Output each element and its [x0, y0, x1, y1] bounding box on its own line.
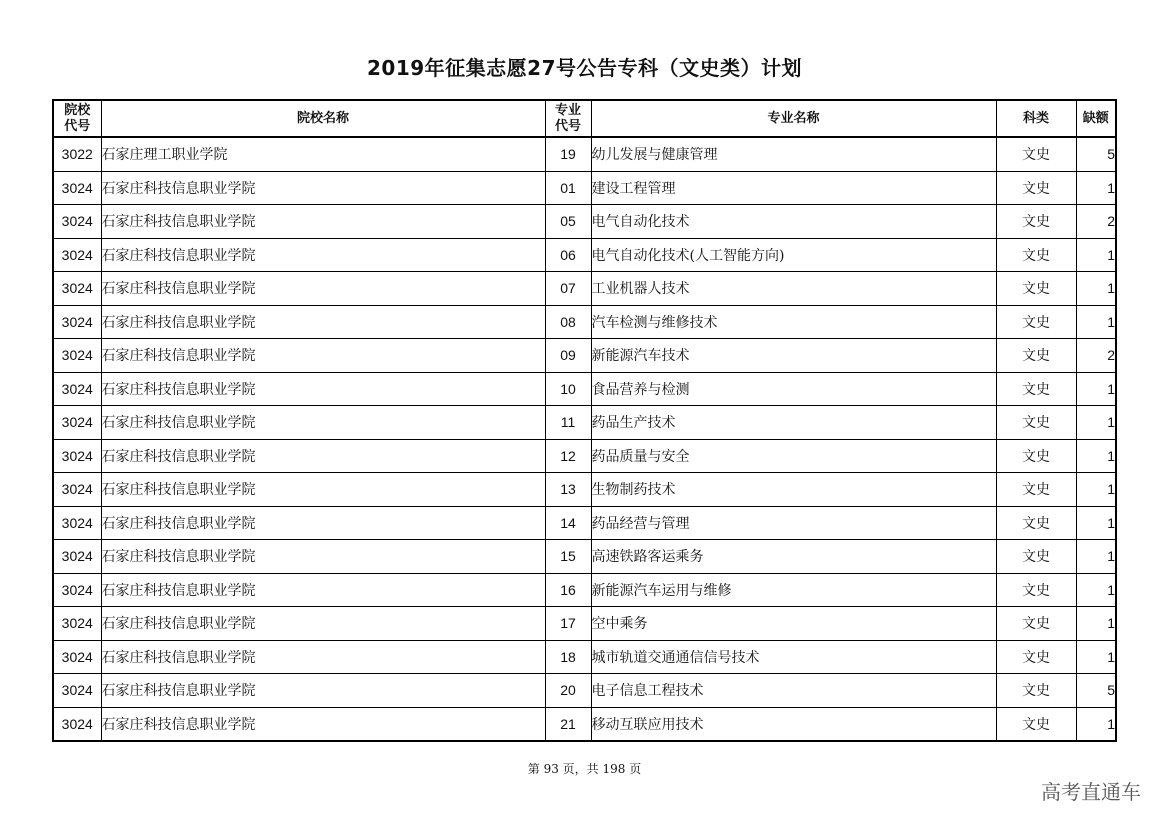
header-vacancy: 缺额 [1076, 100, 1116, 137]
cell-school-code: 3024 [53, 272, 101, 306]
cell-category: 文史 [996, 406, 1076, 440]
cell-school-name: 石家庄理工职业学院 [101, 137, 545, 171]
cell-school-name: 石家庄科技信息职业学院 [101, 473, 545, 507]
cell-school-name: 石家庄科技信息职业学院 [101, 707, 545, 741]
header-row [53, 100, 1116, 137]
table-row [53, 205, 1116, 239]
table-row [53, 339, 1116, 373]
cell-category: 文史 [996, 674, 1076, 708]
page-footer: 第 93 页，共 198 页 [527, 762, 642, 776]
cell-category: 文史 [996, 573, 1076, 607]
cell-major-code: 06 [545, 238, 591, 272]
cell-school-code: 3024 [53, 406, 101, 440]
cell-vacancy: 1 [1076, 607, 1116, 641]
cell-school-name: 石家庄科技信息职业学院 [101, 674, 545, 708]
table-row [53, 439, 1116, 473]
cell-major-name: 幼儿发展与健康管理 [591, 137, 996, 171]
cell-school-code: 3024 [53, 372, 101, 406]
cell-school-name: 石家庄科技信息职业学院 [101, 540, 545, 574]
cell-category: 文史 [996, 205, 1076, 239]
cell-vacancy: 1 [1076, 506, 1116, 540]
cell-school-name: 石家庄科技信息职业学院 [101, 272, 545, 306]
table-row [53, 137, 1116, 171]
table-row [53, 607, 1116, 641]
header-major-code-line1: 专业 [554, 102, 581, 118]
cell-category: 文史 [996, 238, 1076, 272]
cell-major-name: 药品质量与安全 [591, 439, 996, 473]
cell-school-code: 3024 [53, 707, 101, 741]
table-row [53, 272, 1116, 306]
cell-major-code: 16 [545, 573, 591, 607]
cell-category: 文史 [996, 272, 1076, 306]
cell-major-code: 11 [545, 406, 591, 440]
cell-vacancy: 1 [1076, 540, 1116, 574]
cell-major-name: 药品生产技术 [591, 406, 996, 440]
table-row [53, 406, 1116, 440]
cell-school-code: 3024 [53, 573, 101, 607]
page-title: 2019年征集志愿27号公告专科（文史类）计划 [367, 56, 802, 80]
cell-vacancy: 1 [1076, 305, 1116, 339]
cell-major-code: 18 [545, 640, 591, 674]
cell-major-code: 14 [545, 506, 591, 540]
header-major-code-line2: 代号 [554, 118, 581, 134]
cell-school-name: 石家庄科技信息职业学院 [101, 238, 545, 272]
cell-vacancy: 5 [1076, 674, 1116, 708]
cell-category: 文史 [996, 540, 1076, 574]
cell-major-code: 20 [545, 674, 591, 708]
header-major-code [545, 100, 591, 137]
cell-school-code: 3024 [53, 506, 101, 540]
cell-major-code: 10 [545, 372, 591, 406]
cell-category: 文史 [996, 439, 1076, 473]
table-row [53, 707, 1116, 741]
cell-vacancy: 1 [1076, 372, 1116, 406]
cell-major-name: 生物制药技术 [591, 473, 996, 507]
cell-school-name: 石家庄科技信息职业学院 [101, 439, 545, 473]
table-body [53, 137, 1116, 741]
cell-category: 文史 [996, 372, 1076, 406]
cell-major-name: 汽车检测与维修技术 [591, 305, 996, 339]
cell-major-name: 建设工程管理 [591, 171, 996, 205]
table-row [53, 506, 1116, 540]
table-row [53, 305, 1116, 339]
cell-school-name: 石家庄科技信息职业学院 [101, 506, 545, 540]
cell-major-code: 21 [545, 707, 591, 741]
header-major-name: 专业名称 [591, 100, 996, 137]
table-row [53, 171, 1116, 205]
cell-vacancy: 1 [1076, 640, 1116, 674]
cell-school-code: 3024 [53, 238, 101, 272]
table-row [53, 473, 1116, 507]
cell-category: 文史 [996, 137, 1076, 171]
watermark-logo-text: 高考直通车 [1041, 780, 1141, 804]
cell-major-name: 新能源汽车技术 [591, 339, 996, 373]
cell-vacancy: 2 [1076, 205, 1116, 239]
cell-school-code: 3024 [53, 540, 101, 574]
cell-school-code: 3024 [53, 205, 101, 239]
cell-school-code: 3024 [53, 339, 101, 373]
cell-category: 文史 [996, 171, 1076, 205]
cell-major-name: 新能源汽车运用与维修 [591, 573, 996, 607]
cell-category: 文史 [996, 707, 1076, 741]
cell-school-name: 石家庄科技信息职业学院 [101, 171, 545, 205]
cell-major-name: 高速铁路客运乘务 [591, 540, 996, 574]
cell-school-code: 3024 [53, 439, 101, 473]
cell-school-code: 3022 [53, 137, 101, 171]
cell-major-name: 电子信息工程技术 [591, 674, 996, 708]
cell-school-name: 石家庄科技信息职业学院 [101, 205, 545, 239]
cell-category: 文史 [996, 506, 1076, 540]
cell-major-code: 19 [545, 137, 591, 171]
cell-major-name: 移动互联应用技术 [591, 707, 996, 741]
cell-major-name: 药品经营与管理 [591, 506, 996, 540]
cell-vacancy: 1 [1076, 707, 1116, 741]
header-school-code-line2: 代号 [64, 118, 91, 134]
cell-vacancy: 1 [1076, 171, 1116, 205]
cell-major-name: 工业机器人技术 [591, 272, 996, 306]
cell-major-code: 07 [545, 272, 591, 306]
cell-school-name: 石家庄科技信息职业学院 [101, 406, 545, 440]
cell-major-code: 05 [545, 205, 591, 239]
cell-school-name: 石家庄科技信息职业学院 [101, 607, 545, 641]
cell-major-code: 17 [545, 607, 591, 641]
cell-vacancy: 1 [1076, 272, 1116, 306]
cell-major-code: 15 [545, 540, 591, 574]
cell-school-code: 3024 [53, 607, 101, 641]
header-school-name: 院校名称 [101, 100, 545, 137]
cell-vacancy: 1 [1076, 473, 1116, 507]
table-header [53, 100, 1116, 137]
table-row [53, 573, 1116, 607]
cell-school-code: 3024 [53, 171, 101, 205]
cell-vacancy: 1 [1076, 439, 1116, 473]
table-row [53, 674, 1116, 708]
cell-major-code: 01 [545, 171, 591, 205]
cell-vacancy: 1 [1076, 238, 1116, 272]
cell-major-code: 13 [545, 473, 591, 507]
cell-major-code: 08 [545, 305, 591, 339]
cell-category: 文史 [996, 473, 1076, 507]
cell-major-name: 城市轨道交通通信信号技术 [591, 640, 996, 674]
header-school-code-line1: 院校 [64, 102, 91, 118]
cell-school-code: 3024 [53, 674, 101, 708]
cell-major-name: 食品营养与检测 [591, 372, 996, 406]
cell-category: 文史 [996, 640, 1076, 674]
header-category: 科类 [996, 100, 1076, 137]
cell-school-code: 3024 [53, 473, 101, 507]
cell-school-code: 3024 [53, 640, 101, 674]
cell-vacancy: 1 [1076, 406, 1116, 440]
plan-table [52, 99, 1117, 742]
cell-vacancy: 1 [1076, 573, 1116, 607]
cell-category: 文史 [996, 305, 1076, 339]
cell-category: 文史 [996, 607, 1076, 641]
cell-major-name: 空中乘务 [591, 607, 996, 641]
table-row [53, 540, 1116, 574]
table-row [53, 238, 1116, 272]
cell-category: 文史 [996, 339, 1076, 373]
cell-school-name: 石家庄科技信息职业学院 [101, 305, 545, 339]
cell-school-name: 石家庄科技信息职业学院 [101, 339, 545, 373]
cell-school-name: 石家庄科技信息职业学院 [101, 640, 545, 674]
cell-vacancy: 5 [1076, 137, 1116, 171]
cell-school-name: 石家庄科技信息职业学院 [101, 372, 545, 406]
header-school-code [53, 100, 101, 137]
cell-major-name: 电气自动化技术 [591, 205, 996, 239]
cell-major-name: 电气自动化技术(人工智能方向) [591, 238, 996, 272]
table-row [53, 372, 1116, 406]
cell-major-code: 12 [545, 439, 591, 473]
cell-school-name: 石家庄科技信息职业学院 [101, 573, 545, 607]
cell-school-code: 3024 [53, 305, 101, 339]
cell-major-code: 09 [545, 339, 591, 373]
cell-vacancy: 2 [1076, 339, 1116, 373]
table-row [53, 640, 1116, 674]
